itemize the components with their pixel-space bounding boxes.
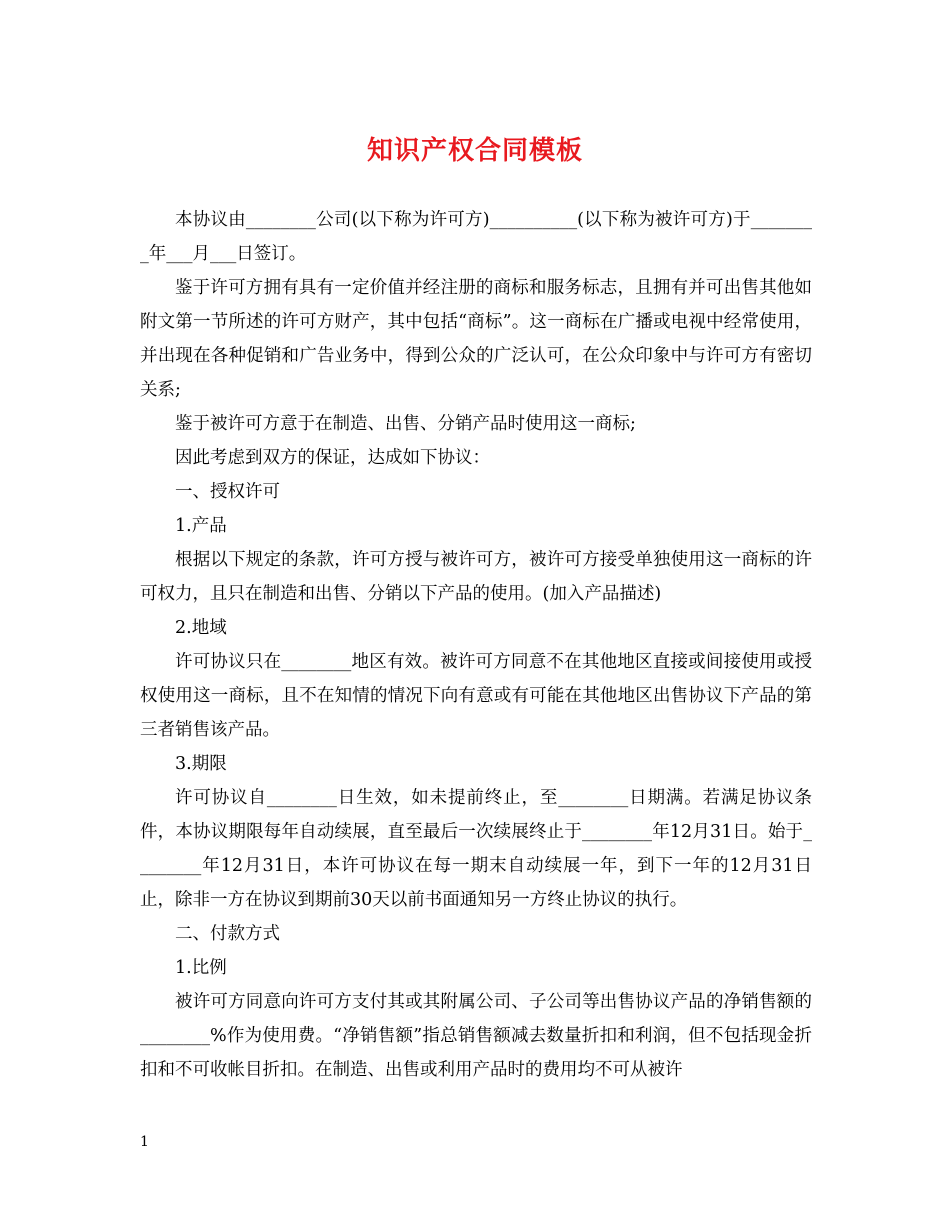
paragraph-territory: 许可协议只在________地区有效。被许可方同意不在其他地区直接或间接使用或授权使用这一商标，且不在知情的情况下向有意或有可能在其他地区出售协议下产品的第三者销售该产品。 bbox=[140, 652, 812, 740]
paragraph-agreement-parties: 本协议由________公司(以下称为许可方)__________(以下称为被许可方)于________年___月___日签订。 bbox=[140, 210, 812, 264]
paragraph-ratio: 被许可方同意向许可方支付其或其附属公司、子公司等出售协议产品的净销售额的________%作为使用费。“净销售额”指总销售额减去数量折扣和利润，但不包括现金折扣和不可收帐目折扣。在制造、出售或利用产品时的费用均不可从被许 bbox=[140, 992, 812, 1080]
subsection-heading-product: 1.产品 bbox=[175, 516, 227, 536]
section-heading-license-grant: 一、授权许可 bbox=[175, 482, 280, 502]
paragraph-term: 许可协议自________日生效，如未提前终止，至________日期满。若满足协议条件，本协议期限每年自动续展，直至最后一次续展终止于________年12月31日。始于________年12月31日，本许可协议在每一期末自动续展一年，到下一年的12月31日止，除非一方在协议到期前30天以前书面通知另一方终止协议的执行。 bbox=[140, 788, 812, 910]
document-title: 知识产权合同模板 bbox=[366, 136, 583, 166]
paragraph-whereas-licensor: 鉴于许可方拥有具有一定价值并经注册的商标和服务标志，且拥有并可出售其他如附文第一节所述的许可方财产，其中包括“商标”。这一商标在广播或电视中经常使用，并出现在各种促销和广告业务中，得到公众的广泛认可，在公众印象中与许可方有密切关系; bbox=[140, 278, 812, 400]
paragraph-product: 根据以下规定的条款，许可方授与被许可方，被许可方接受单独使用这一商标的许可权力，且只在制造和出售、分销以下产品的使用。(加入产品描述) bbox=[140, 550, 812, 604]
paragraph-therefore: 因此考虑到双方的保证，达成如下协议： bbox=[175, 448, 490, 468]
document-body bbox=[140, 203, 812, 1087]
page-number: 1 bbox=[140, 1134, 149, 1150]
subsection-heading-term: 3.期限 bbox=[175, 754, 227, 774]
subsection-heading-territory: 2.地域 bbox=[175, 618, 227, 638]
paragraph-whereas-licensee: 鉴于被许可方意于在制造、出售、分销产品时使用这一商标; bbox=[175, 414, 636, 434]
section-heading-payment: 二、付款方式 bbox=[175, 924, 280, 944]
subsection-heading-ratio: 1.比例 bbox=[175, 958, 227, 978]
